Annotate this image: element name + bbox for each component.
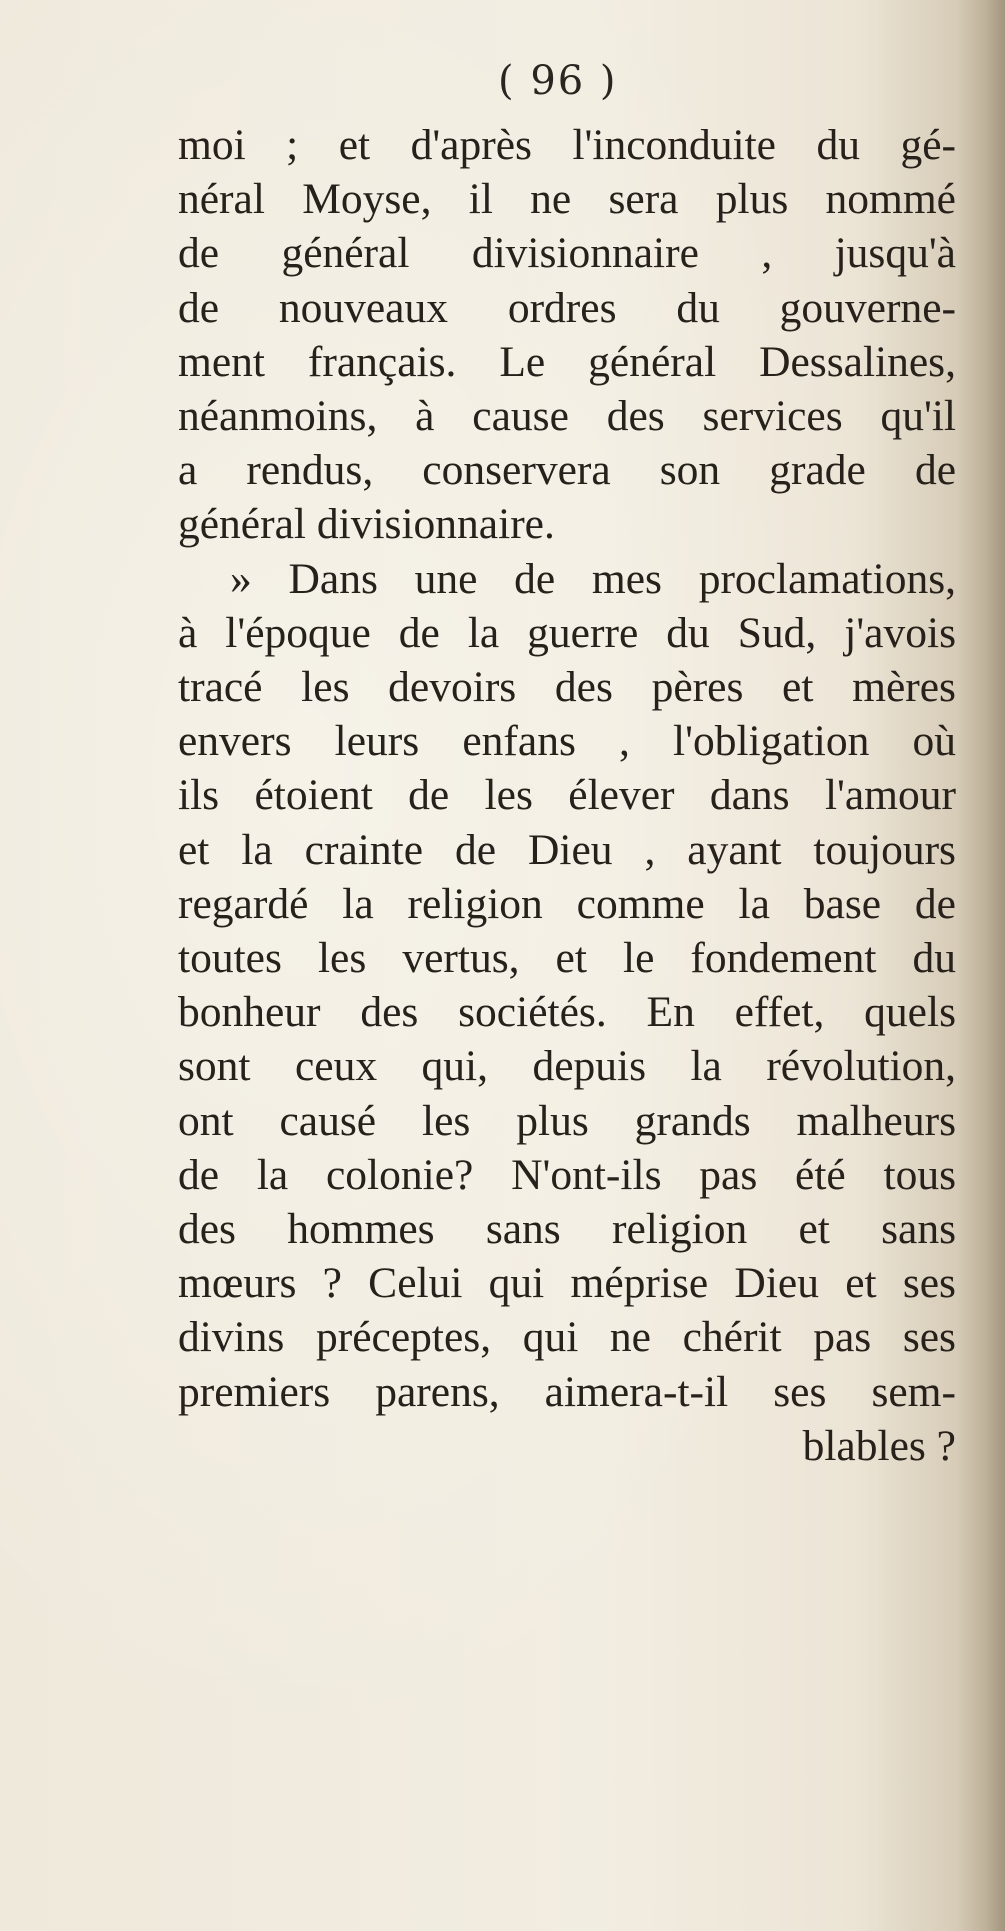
- text-line: ils étoient de les élever dans l'amour: [178, 771, 956, 820]
- text-line: divins préceptes, qui ne chérit pas ses: [178, 1313, 956, 1362]
- text-line: mœurs ? Celui qui méprise Dieu et ses: [178, 1259, 956, 1308]
- binding-shadow: [957, 0, 1005, 1931]
- text-line: premiers parens, aimera-t-il ses sem-: [178, 1367, 956, 1416]
- text-line: ont causé les plus grands malheurs: [178, 1096, 956, 1145]
- text-line: sont ceux qui, depuis la révolution,: [178, 1042, 956, 1091]
- text-line: toutes les vertus, et le fondement du: [178, 934, 956, 983]
- text-line: de la colonie? N'ont-ils pas été tous: [178, 1150, 956, 1199]
- text-line: à l'époque de la guerre du Sud, j'avois: [178, 608, 956, 657]
- text-line: de général divisionnaire , jusqu'à: [178, 229, 956, 278]
- text-line: regardé la religion comme la base de: [178, 879, 956, 928]
- text-line: a rendus, conservera son grade de: [178, 446, 956, 495]
- catchword-line: blables ?: [802, 1421, 956, 1470]
- text-line: tracé les devoirs des pères et mères: [178, 663, 956, 712]
- paragraph-start-line: » Dans une de mes proclamations,: [230, 554, 956, 603]
- text-line: ment français. Le général Dessalines,: [178, 337, 956, 386]
- text-line: néanmoins, à cause des services qu'il: [178, 392, 956, 441]
- text-line: envers leurs enfans , l'obligation où: [178, 717, 956, 766]
- text-line: moi ; et d'après l'inconduite du gé-: [178, 121, 956, 169]
- text-line: général divisionnaire.: [178, 500, 555, 549]
- text-line: et la crainte de Dieu , ayant toujours: [178, 825, 956, 874]
- text-line: néral Moyse, il ne sera plus nommé: [178, 175, 956, 224]
- text-line: des hommes sans religion et sans: [178, 1205, 956, 1254]
- text-line: de nouveaux ordres du gouverne-: [178, 283, 956, 332]
- body-text: [178, 118, 956, 1473]
- page-number: ( 96 ): [498, 58, 618, 104]
- text-line: bonheur des sociétés. En effet, quels: [178, 988, 956, 1037]
